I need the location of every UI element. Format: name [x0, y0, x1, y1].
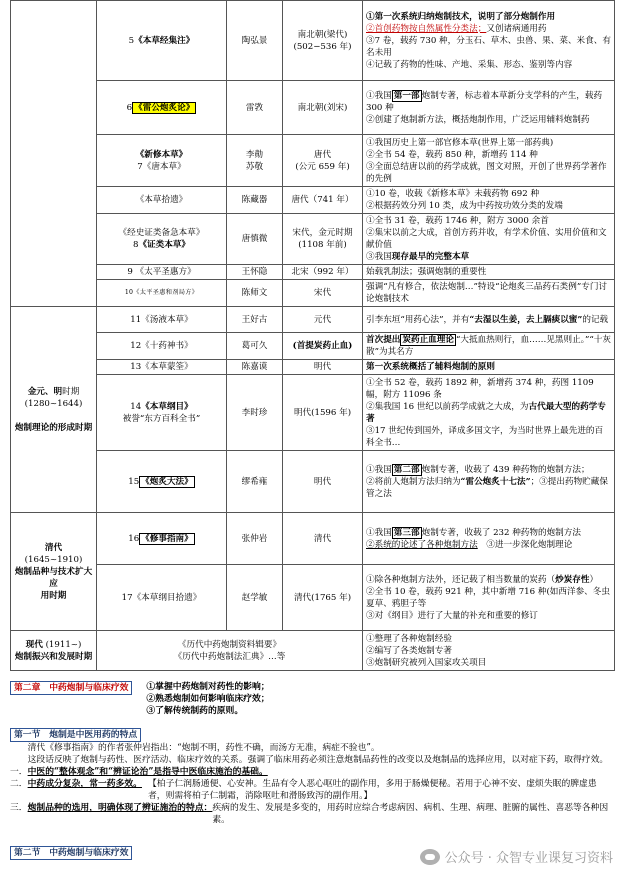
author-cell: 张仲岩	[227, 513, 283, 565]
table-row	[11, 135, 615, 187]
section1	[10, 728, 614, 826]
dynasty-cell: 北宋（992 年）	[283, 265, 363, 280]
author-cell: 陈嘉谟	[227, 360, 283, 375]
author-cell: 李时珍	[227, 375, 283, 451]
book-cell: 9 《太平圣惠方》	[97, 265, 227, 280]
book-cell: 14《本草纲目》 被誉“东方百科全书”	[97, 375, 227, 451]
book-cell: 5《本草经集注》	[97, 1, 227, 81]
detail-cell: 始载乳制法；强调炮制的重要性	[363, 265, 615, 280]
section1-item2: 二．中药成分复杂，常一药多效。 【柏子仁润肠通便、心安神。生品有令人恶心呕吐的副作用，多用于肠燥便秘。若用于心神不安、虚烦失眠的脾虚患者，则需将柏子仁制霜，消除呕吐和滑肠致泻的副作用。】	[10, 779, 597, 801]
book-cell: 《经史证类备急本草》 8《证类本草》	[97, 214, 227, 265]
detail-cell: ①我国历史上第一部官修本草(世界上第一部药典) ②全书 54 卷，载药 850 种，新增药 114 种 ③全面总结唐以前的药学成就，图文对照，开创了世界药学著作的先例	[363, 135, 615, 187]
detail-cell: 第一次系统概括了辅料炮制的原则	[363, 360, 615, 375]
table-row	[11, 81, 615, 135]
detail-cell: ①10 卷，收载《新修本草》未载药物 692 种 ②根据药效分列 10 类，成为中药按功效分类的发端	[363, 187, 615, 214]
detail-cell: ①整理了各种炮制经验 ②编写了各类炮制专著 ③炮制研究被列入国家攻关项目	[363, 631, 615, 671]
book-cell: 6 《雷公炮炙论》	[97, 81, 227, 135]
dynasty-cell: 宋代	[283, 280, 363, 307]
table-row	[11, 1, 615, 81]
detail-cell: ①我国 第一部 炮制专著，标志着本草新分支学科的产生，载药 300 种 ②创建了炮制新方法，概括炮制作用，广泛运用辅料炮制药	[363, 81, 615, 135]
table-row	[11, 513, 615, 565]
table-row	[11, 451, 615, 513]
author-cell: 陈师文	[227, 280, 283, 307]
dynasty-cell: 清代(1765 年)	[283, 565, 363, 631]
author-cell: 葛可久	[227, 333, 283, 360]
chapter-goals	[146, 681, 269, 717]
period-cell-qing: 清代 (1645~1910) 炮制品种与技术扩大应 用时期	[11, 513, 97, 631]
detail-cell: ①我国 第三部 炮制专著，收载了 232 种药物的炮制方法 ②系统的论述了各种炮制方法 ③进一步深化炮制理论	[363, 513, 615, 565]
table-row	[11, 565, 615, 631]
book-cell: 15 《炮炙大法》	[97, 451, 227, 513]
dynasty-cell: 南北朝(刘宋)	[283, 81, 363, 135]
author-cell: 王怀隐	[227, 265, 283, 280]
dynasty-cell: 明代	[283, 360, 363, 375]
dynasty-cell: 明代(1596 年)	[283, 375, 363, 451]
table-row	[11, 214, 615, 265]
author-cell: 雷敩	[227, 81, 283, 135]
dynasty-cell: 明代	[283, 451, 363, 513]
dynasty-cell: 唐代（741 年）	[283, 187, 363, 214]
modern-books-cell: 《历代中药炮制资料辑要》 《历代中药炮制法汇典》…等	[97, 631, 363, 671]
section1-para1: 清代《修事指南》的作者张仲岩指出：“炮制不明，药性不确，而汤方无准，病症不验也”。	[27, 743, 380, 753]
chapter-title: 第二章 中药炮制与临床疗效	[10, 681, 132, 695]
section2-title: 第二节 中药炮制与临床疗效	[10, 846, 132, 860]
section1-item1: 一．中医的“整体观念”和“辨证论治”是指导中医临床施治的基础。	[10, 767, 268, 777]
document-page	[10, 0, 614, 671]
section1-para2: 这段话反映了炮制与药性、医疗活动、临床疗效的关系。强调了临床用药必须注意炮制品药性的改变以及炮制品的选择应用，以对症下药，取得疗效。	[27, 755, 609, 765]
book-cell: 16 《修事指南》	[97, 513, 227, 565]
book-cell: 17《本草纲目拾遗》	[97, 565, 227, 631]
book-cell: 《本草拾遗》	[97, 187, 227, 214]
table-row	[11, 375, 615, 451]
book-cell: 13《本草蒙筌》	[97, 360, 227, 375]
detail-cell: 强调“凡有修合，依法炮制…”特设“论炮炙三品药石类例”专门讨论炮制技术	[363, 280, 615, 307]
dynasty-cell: 南北朝(梁代) (502−536 年)	[283, 1, 363, 81]
dynasty-cell: (首提炭药止血)	[283, 333, 363, 360]
goal-item: ②熟悉炮制如何影响临床疗效；	[146, 694, 270, 704]
book-cell: 10《太平圣惠和剂局方》	[97, 280, 227, 307]
goal-item: ①掌握中药炮制对药性的影响；	[146, 682, 270, 692]
watermark	[420, 847, 613, 866]
detail-cell: 引李东垣“用药心法”，并有“去湿以生姜，去上膈痰以蜜”的记载	[363, 307, 615, 333]
dynasty-cell: 唐代 (公元 659 年)	[283, 135, 363, 187]
table-row	[11, 631, 615, 671]
chapter-block	[10, 681, 614, 717]
detail-cell: ①第一次系统归纳炮制技术，说明了部分炮制作用 ②首创药物按自然属性分类法；又创诸病通用药 ③7 卷，载药 730 种，分玉石、草木、虫兽、果、菜、米食、有名未用 ④记载了药物的性味、产地、采集、形态、鉴别等内容	[363, 1, 615, 81]
period-cell-upper	[11, 1, 97, 307]
dynasty-cell: 清代	[283, 513, 363, 565]
detail-cell: 首次提出 炭药止血理论 “大抵血热则行，血……见黑则止。”“十灰散”为其名方	[363, 333, 615, 360]
author-cell: 李勣 苏敬	[227, 135, 283, 187]
table-row	[11, 307, 615, 333]
goal-item: ③了解传统制药的原则。	[146, 706, 244, 716]
section2	[10, 846, 132, 860]
author-cell: 赵学敏	[227, 565, 283, 631]
section1-title: 第一节 炮制是中医用药的特点	[10, 728, 141, 742]
author-cell: 陶弘景	[227, 1, 283, 81]
detail-cell: ①我国 第二部 炮制专著，收载了 439 种药物的炮制方法； ②将前人炮制方法归纳为“雷公炮炙十七法”；③提出药物贮藏保管之法	[363, 451, 615, 513]
wechat-icon	[420, 849, 440, 865]
table-row	[11, 265, 615, 280]
book-cell: 11《汤液本草》	[97, 307, 227, 333]
period-cell-jin-ming: 金元、明时期 (1280~1644) 炮制理论的形成时期	[11, 307, 97, 513]
table-row	[11, 360, 615, 375]
detail-cell: ①全书 52 卷，载药 1892 种，新增药 374 种，药图 1109 幅，附方 11096 条 ②集我国 16 世纪以前药学成就之大成，为古代最大型的药学专著 ③17 世纪传到国外，译成多国文字，为当时世界上最先进的百科全书…	[363, 375, 615, 451]
book-cell: 12《十药神书》	[97, 333, 227, 360]
period-cell-modern: 现代 (1911~) 炮制振兴和发展时期	[11, 631, 97, 671]
author-cell: 缪希雍	[227, 451, 283, 513]
book-cell: 《新修本草》 7《唐本草》	[97, 135, 227, 187]
watermark-text: 公众号 · 众智专业课复习资料	[444, 851, 613, 866]
author-cell: 陈藏器	[227, 187, 283, 214]
detail-cell: ①全书 31 卷，载药 1746 种，附方 3000 余首 ②集宋以前之大成，首创方药并收，有学术价值、实用价值和文献价值 ③我国现存最早的完整本草	[363, 214, 615, 265]
author-cell: 唐慎微	[227, 214, 283, 265]
section1-item3: 三．炮制品种的选用，明确体现了辨证施治的特点： 疾病的发生、发展是多变的，用药时应综合考虑病因、病机、生理、病理、脏腑的属性、喜恶等各种因素。	[10, 803, 609, 825]
table-row	[11, 187, 615, 214]
detail-cell: ①除各种炮制方法外，还记载了相当数量的炭药（炒炭存性） ②全书 10 卷，载药 921 种，其中新增 716 种(如西洋参、冬虫夏草、鸦胆子等 ③对《纲目》进行了大量的补充和重要的修订	[363, 565, 615, 631]
dynasty-cell: 宋代，金元时期 (1108 年前)	[283, 214, 363, 265]
table-row	[11, 333, 615, 360]
table-row	[11, 280, 615, 307]
herbal-history-table	[10, 0, 615, 671]
author-cell: 王好古	[227, 307, 283, 333]
dynasty-cell: 元代	[283, 307, 363, 333]
